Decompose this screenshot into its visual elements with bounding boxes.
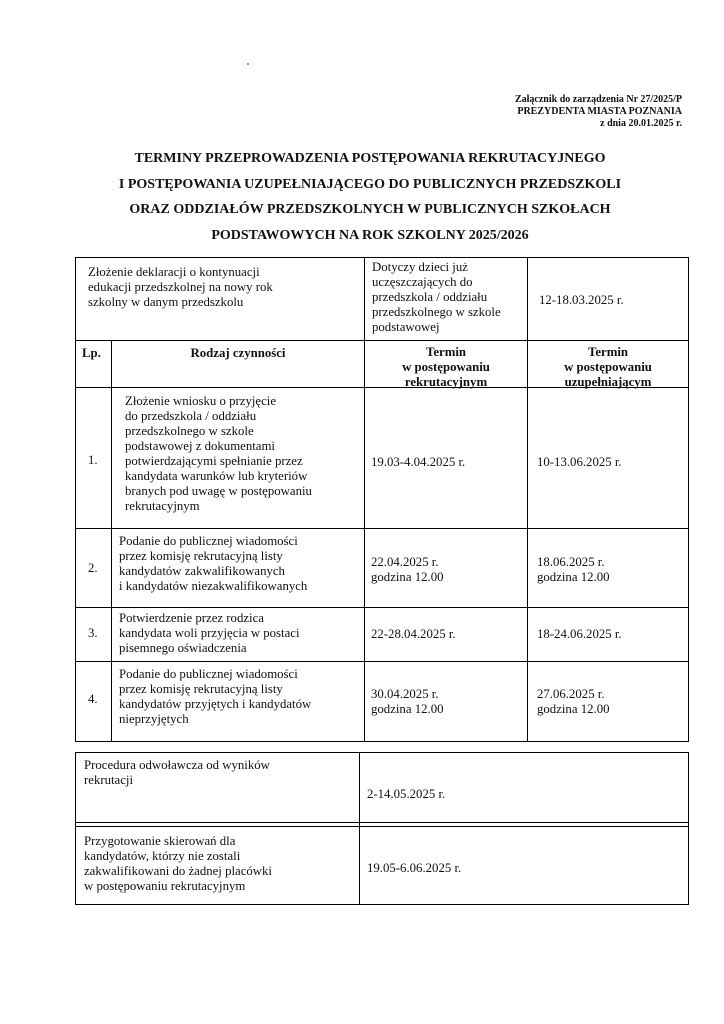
text-line: godzina 12.00 [537, 702, 610, 716]
document-title [40, 146, 700, 248]
text-line: w postępowaniu [564, 360, 652, 374]
text-line: Przygotowanie skierowań dla [84, 834, 236, 848]
table-border [364, 257, 365, 742]
text-line: rekrutacyjnym [125, 499, 200, 513]
table-border [75, 607, 689, 608]
text-line: podstawowej z dokumentami [125, 439, 275, 453]
text-line: przez komisję rekrutacyjną listy [119, 682, 283, 696]
table-border [688, 752, 689, 905]
text-line: Termin [587, 345, 629, 359]
text-line: rekrutacyjnym [404, 375, 488, 389]
text-line: Podanie do publicznej wiadomości [119, 667, 298, 681]
row-recruitment-term: 19.03-4.04.2025 r. [371, 455, 466, 469]
row-recruitment-term [371, 555, 444, 585]
attachment-note [515, 94, 682, 130]
text-line: Procedura odwoławcza od wyników [84, 758, 270, 772]
text-line: Złożenie wniosku o przyjęcie [125, 394, 277, 408]
row-recruitment-term: 22-28.04.2025 r. [371, 627, 456, 641]
text-line: szkolny w danym przedszkolu [88, 295, 244, 309]
row-recruitment-term [371, 687, 444, 717]
row-supplementary-term: 18-24.06.2025 r. [537, 627, 622, 641]
attachment-line-1: Załącznik do zarządzenia Nr 27/2025/P [514, 94, 682, 105]
text-line: przedszkolnego w szkole [372, 305, 501, 319]
row-supplementary-term: 10-13.06.2025 r. [537, 455, 622, 469]
title-line-3: ORAZ ODDZIAŁÓW PRZEDSZKOLNYCH W PUBLICZNYCH SZKOŁACH [129, 202, 611, 218]
title-line-4: PODSTAWOWYCH NA ROK SZKOLNY 2025/2026 [211, 227, 529, 243]
declaration-term: 12-18.03.2025 r. [539, 293, 624, 307]
text-line: godzina 12.00 [371, 570, 444, 584]
header-supplementary [528, 345, 688, 390]
text-line: przedszkolnego w szkole [125, 424, 254, 438]
table-border [75, 822, 689, 823]
row-action [119, 611, 300, 656]
text-line: przez komisję rekrutacyjną listy [119, 549, 283, 563]
table-border [75, 528, 689, 529]
declaration-note [372, 260, 501, 335]
text-line: uczęszczających do [372, 275, 473, 289]
appeal-term: 2-14.05.2025 r. [367, 787, 446, 801]
text-line: Złożenie deklaracji o kontynuacji [88, 265, 260, 279]
table-border [75, 904, 689, 905]
text-line: 22.04.2025 r. [371, 555, 439, 569]
text-line: przedszkola / oddziału [372, 290, 488, 304]
text-line: kandydata warunków lub kryteriów [125, 469, 308, 483]
text-line: zakwalifikowani do żadnej placówki [84, 864, 272, 878]
table-border [75, 661, 689, 662]
text-line: godzina 12.00 [371, 702, 444, 716]
text-line: podstawowej [372, 320, 440, 334]
text-line: Termin [425, 345, 467, 359]
row-supplementary-term [537, 555, 610, 585]
attachment-line-2: PREZYDENTA MIASTA POZNANIA [517, 106, 682, 117]
table-border [359, 752, 360, 905]
text-line: i kandydatów niezakwalifikowanych [119, 579, 308, 593]
text-line: godzina 12.00 [537, 570, 610, 584]
table-border [688, 257, 689, 742]
scan-speck [247, 63, 249, 65]
text-line: edukacji przedszkolnej na nowy rok [88, 280, 273, 294]
table-border [75, 741, 689, 742]
title-line-2: I POSTĘPOWANIA UZUPEŁNIAJĄCEGO DO PUBLICZNYCH PRZEDSZKOLI [118, 176, 622, 192]
table-border [75, 257, 689, 258]
text-line: w postępowaniu [402, 360, 490, 374]
text-line: Podanie do publicznej wiadomości [119, 534, 298, 548]
text-line: do przedszkola / oddziału [125, 409, 257, 423]
table-border [527, 257, 528, 742]
text-line: rekrutacji [84, 773, 134, 787]
text-line: 18.06.2025 r. [537, 555, 605, 569]
appeal-action [84, 758, 270, 788]
row-supplementary-term [537, 687, 610, 717]
text-line: pisemnego oświadczenia [119, 641, 247, 655]
row-number: 4. [88, 692, 98, 706]
text-line: kandydatów zakwalifikowanych [119, 564, 285, 578]
text-line: branych pod uwagę w postępowaniu [125, 484, 312, 498]
header-recruitment [365, 345, 527, 390]
title-line-1: TERMINY PRZEPROWADZENIA POSTĘPOWANIA REKRUTACYJNEGO [134, 151, 606, 166]
row-number: 2. [88, 561, 98, 575]
row-number: 3. [88, 626, 98, 640]
row-number: 1. [88, 453, 98, 467]
text-line: w postępowaniu rekrutacyjnym [84, 879, 246, 893]
text-line: kandydata woli przyjęcia w postaci [119, 626, 300, 640]
declaration-action [88, 265, 273, 310]
row-action [125, 394, 312, 514]
text-line: kandydatów, którzy nie zostali [84, 849, 241, 863]
table-border [75, 257, 76, 742]
table-border [75, 752, 689, 753]
text-line: kandydatów przyjętych i kandydatów [119, 697, 312, 711]
table-border [75, 340, 689, 341]
header-lp: Lp. [82, 346, 101, 360]
row-action [119, 534, 307, 594]
attachment-line-3: z dnia 20.01.2025 r. [600, 118, 682, 129]
referral-action [84, 834, 272, 894]
table-border [75, 752, 76, 905]
header-action: Rodzaj czynności [190, 346, 286, 360]
text-line: potwierdzającymi spełnianie przez [125, 454, 303, 468]
text-line: uzupełniającym [564, 375, 652, 389]
referral-term: 19.05-6.06.2025 r. [367, 861, 462, 875]
table-border [111, 340, 112, 741]
row-action [119, 667, 311, 727]
text-line: nieprzyjętych [119, 712, 189, 726]
text-line: Dotyczy dzieci już [372, 260, 468, 274]
text-line: 27.06.2025 r. [537, 687, 605, 701]
table-border [75, 826, 689, 827]
text-line: Potwierdzenie przez rodzica [119, 611, 264, 625]
text-line: 30.04.2025 r. [371, 687, 439, 701]
